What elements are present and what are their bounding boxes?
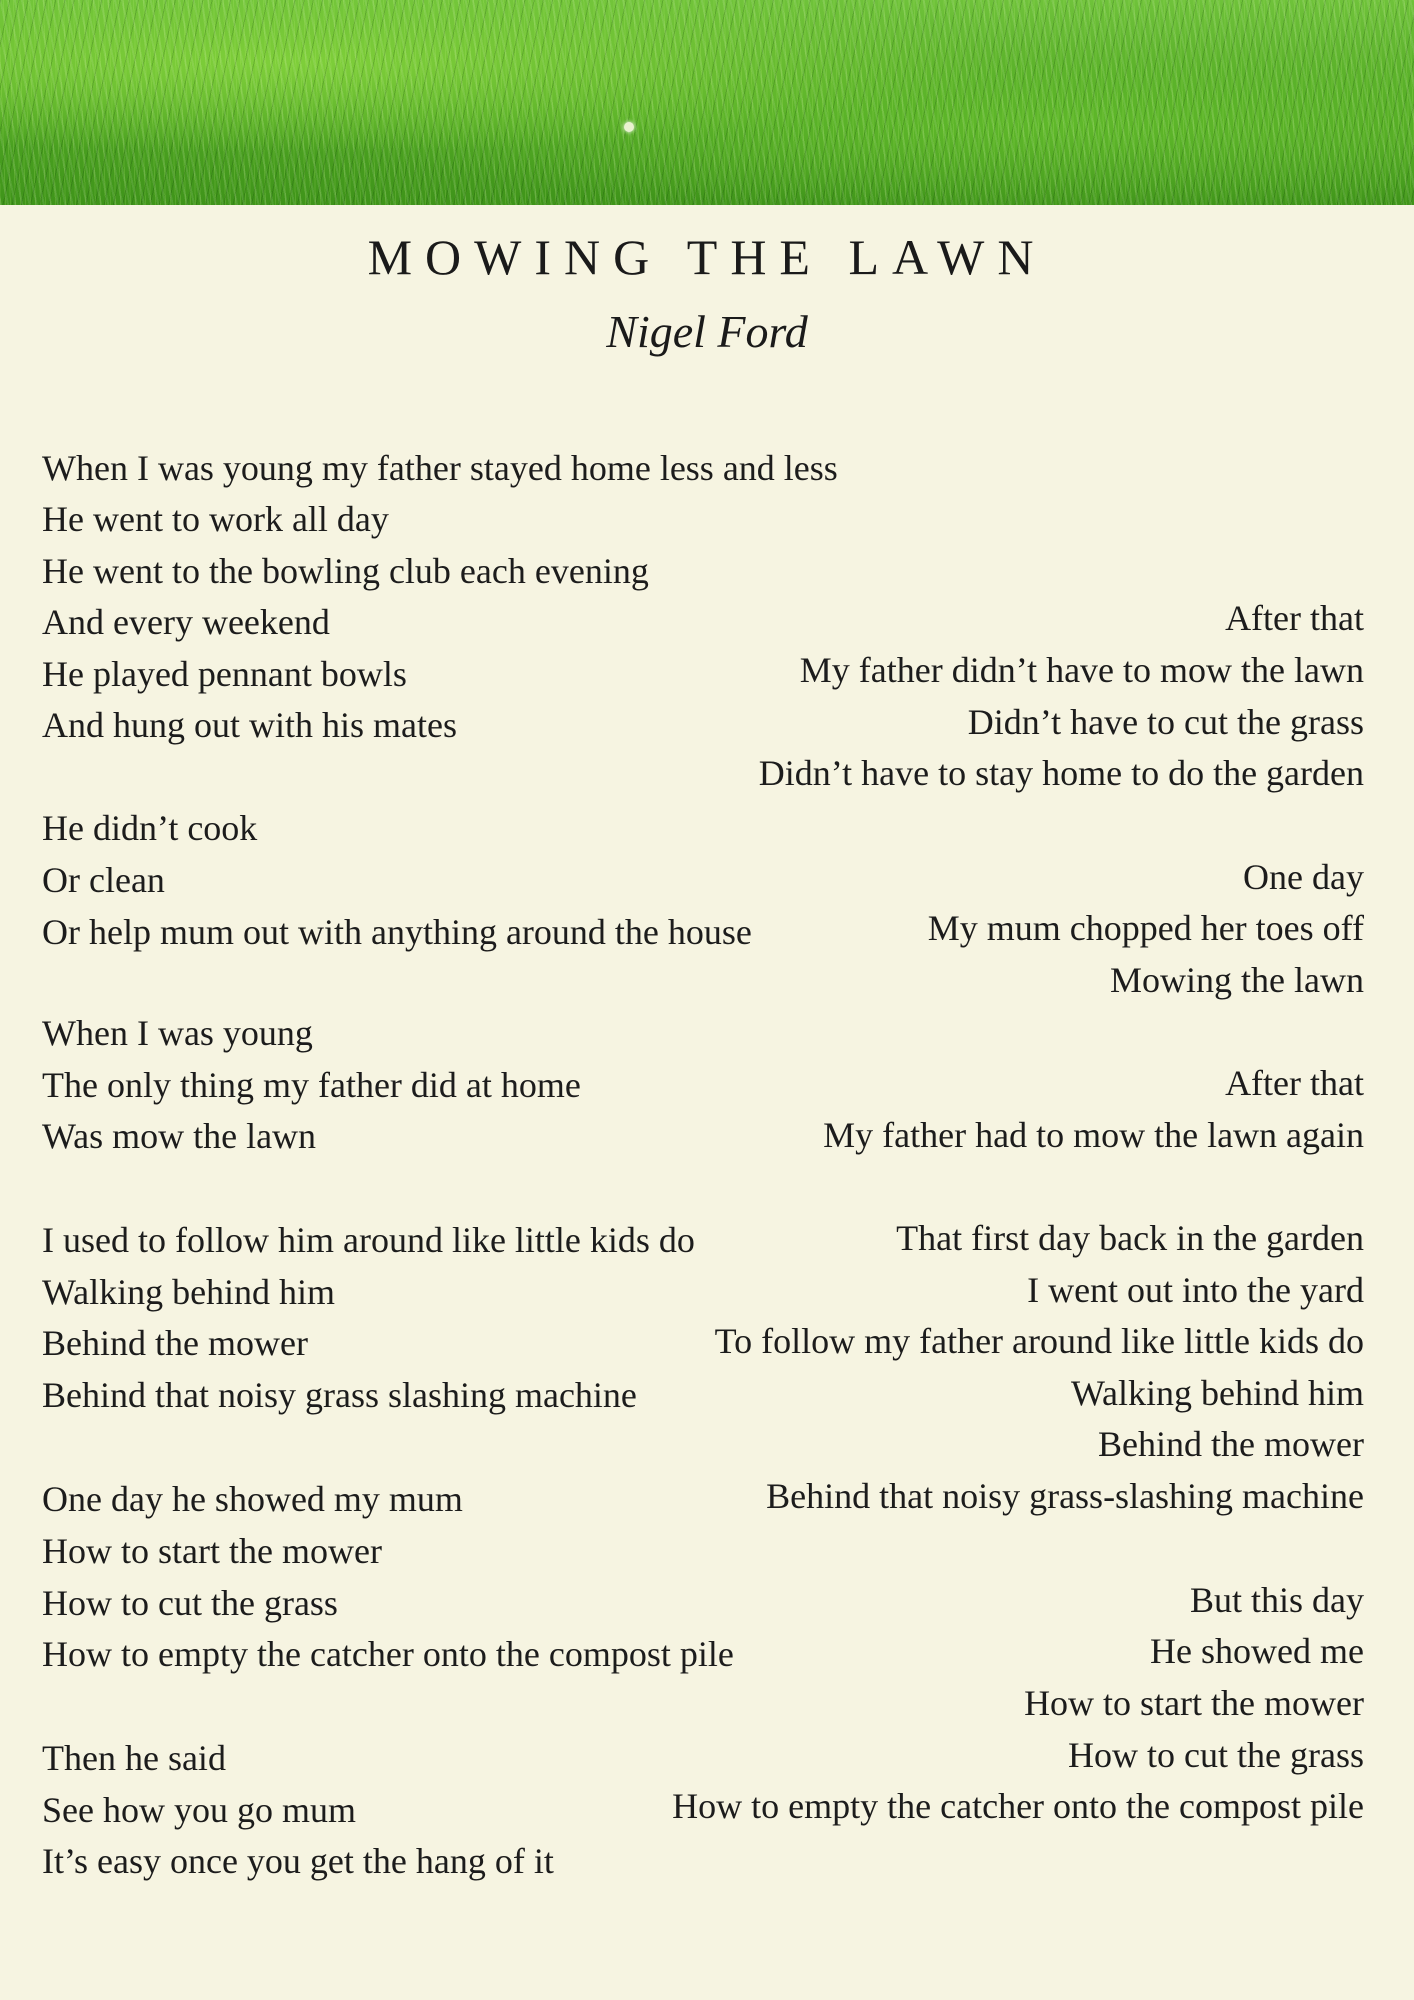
- poem-line: How to cut the grass: [42, 1583, 338, 1623]
- poem-line: When I was young: [42, 1013, 313, 1053]
- poem-line: And hung out with his mates: [42, 705, 457, 745]
- poem-line: Behind the mower: [1098, 1424, 1364, 1464]
- poem-line: How to cut the grass: [1068, 1735, 1364, 1775]
- poem-title: MOWING THE LAWN: [367, 229, 1047, 285]
- poem-line: How to empty the catcher onto the compost pile: [672, 1786, 1364, 1826]
- poem-line: Or help mum out with anything around the house: [42, 912, 752, 952]
- poem-line: How to start the mower: [42, 1531, 382, 1571]
- poem-line: But this day: [1189, 1580, 1364, 1620]
- poem-line: Didn’t have to stay home to do the garden: [758, 753, 1364, 793]
- poem-line: Mowing the lawn: [1110, 960, 1364, 1000]
- poem-line: Then he said: [42, 1738, 226, 1778]
- poem-line: After that: [1225, 598, 1364, 638]
- poem-line: After that: [1225, 1063, 1364, 1103]
- poem-line: Didn’t have to cut the grass: [967, 702, 1364, 742]
- poem-author: Nigel Ford: [606, 306, 808, 357]
- poem-line: To follow my father around like little kids do: [714, 1321, 1364, 1361]
- poem-line: Behind that noisy grass-slashing machine: [766, 1476, 1364, 1516]
- poem-line: Walking behind him: [1070, 1373, 1364, 1413]
- poem-line: Walking behind him: [42, 1272, 336, 1312]
- poem-line: When I was young my father stayed home less and less: [42, 448, 838, 488]
- poem-line: How to start the mower: [1024, 1683, 1364, 1723]
- poem-line: The only thing my father did at home: [42, 1065, 581, 1105]
- poem-line: He went to the bowling club each evening: [42, 551, 649, 591]
- poem-line: And every weekend: [42, 602, 330, 642]
- poem-line: My mum chopped her toes off: [927, 908, 1364, 948]
- poem-line: I went out into the yard: [1027, 1270, 1364, 1310]
- poem-line: Was mow the lawn: [42, 1116, 317, 1156]
- grass-banner-image: [0, 0, 1414, 205]
- poem-line: My father had to mow the lawn again: [823, 1115, 1364, 1155]
- poem-line: My father didn’t have to mow the lawn: [799, 650, 1364, 690]
- poem-line: Behind the mower: [42, 1323, 308, 1363]
- poem-line: Behind that noisy grass slashing machine: [42, 1375, 637, 1415]
- poem-line: He didn’t cook: [42, 808, 258, 848]
- poem-line: It’s easy once you get the hang of it: [42, 1841, 554, 1881]
- poem-line: I used to follow him around like little kids do: [42, 1220, 695, 1260]
- poem-line: How to empty the catcher onto the compost pile: [42, 1634, 734, 1674]
- poem-line: One day he showed my mum: [42, 1479, 463, 1519]
- poem-line: He played pennant bowls: [42, 654, 407, 694]
- poem-line: That first day back in the garden: [896, 1218, 1364, 1258]
- poem-line: He went to work all day: [42, 499, 389, 539]
- poem-line: One day: [1243, 857, 1364, 897]
- poem-line: Or clean: [42, 860, 165, 900]
- daisy-icon: [624, 122, 634, 132]
- poem-line: He showed me: [1150, 1631, 1364, 1671]
- poem-line: See how you go mum: [42, 1790, 356, 1830]
